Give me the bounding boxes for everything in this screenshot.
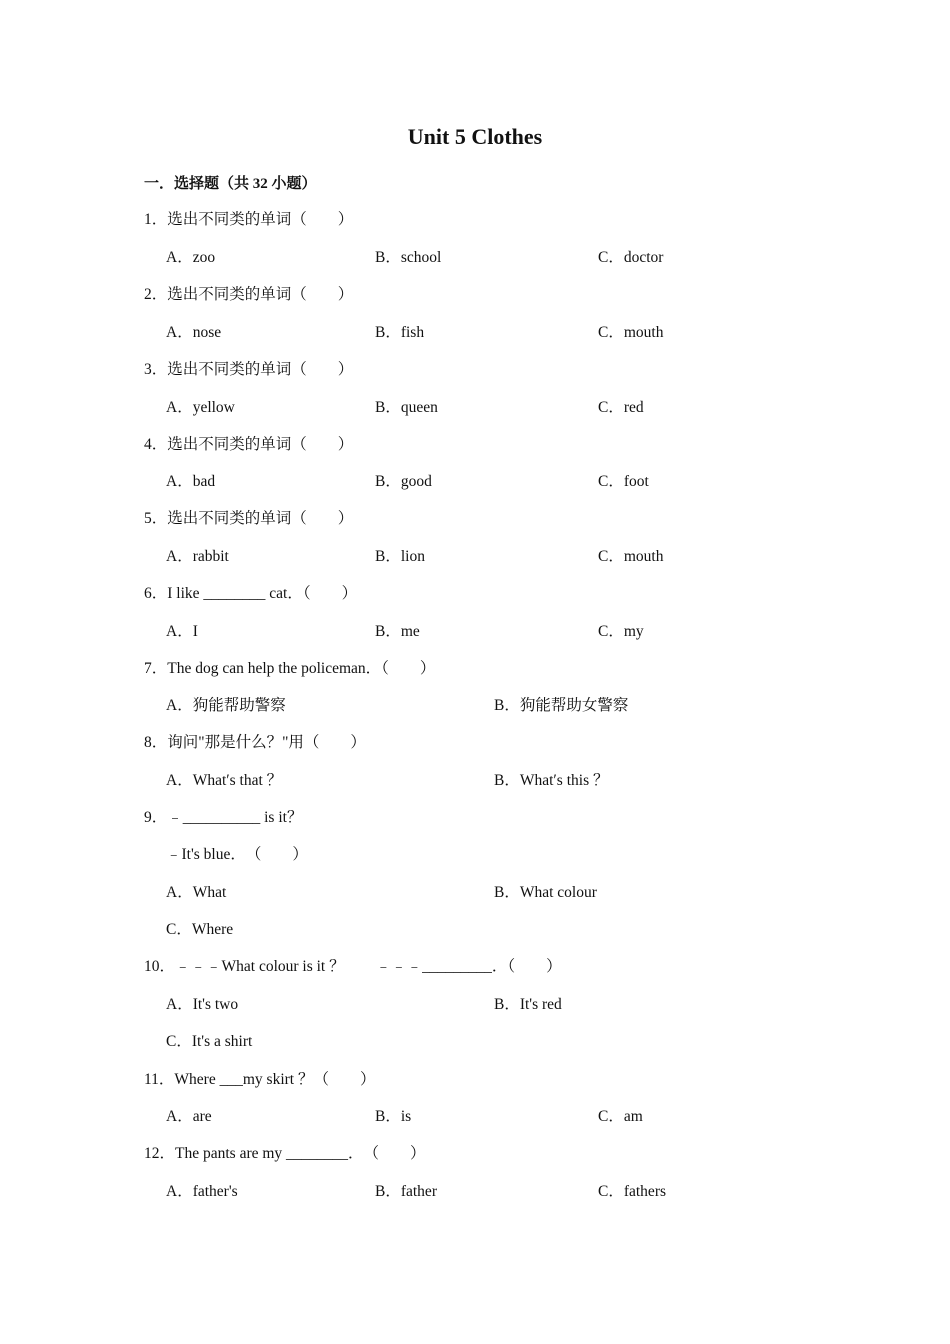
option-c: C．doctor [598,249,664,266]
question-stem: 1．选出不同类的单词（ ） [144,211,354,228]
question-stem: 9．﹣__________ is it？ [144,809,303,826]
question-stem: 8．询问"那是什么？"用（ ） [144,734,366,751]
option-b: B．What′s this ？ [494,772,609,789]
option-b: B．good [375,473,432,490]
option-b: B．lion [375,548,425,565]
question-stem-continuation: ﹣It's blue． （ ） [166,846,308,863]
option-c: C．fathers [598,1183,667,1200]
option-b: B．What colour [494,884,597,901]
question-stem: 7．The dog can help the policeman．（ ） [144,660,436,677]
option-b: B．fish [375,324,425,341]
option-a: A．I [166,623,198,640]
question-stem: 4．选出不同类的单词（ ） [144,436,354,453]
question-stem: 6．I like ________ cat．（ ） [144,585,358,602]
option-a: A．It's two [166,996,239,1013]
question-stem: 12．The pants are my ________． （ ） [144,1145,426,1162]
option-c: C．mouth [598,324,664,341]
option-a: A．What [166,884,227,901]
option-b: B．queen [375,399,438,416]
option-c: C．my [598,623,644,640]
option-c: C．Where [166,921,234,938]
option-c: C．red [598,399,644,416]
option-c: C．foot [598,473,649,490]
question-stem: 11．Where ___my skirt ？（ ） [144,1071,376,1088]
option-a: A．zoo [166,249,216,266]
option-c: C．mouth [598,548,664,565]
option-b: B．is [375,1108,412,1125]
option-b: B．father [375,1183,437,1200]
option-a: A．yellow [166,399,235,416]
question-stem: 2．选出不同类的单词（ ） [144,286,354,303]
question-stem: 10．﹣﹣﹣What colour is it ？ ﹣﹣﹣_________．（ ） [144,958,562,975]
option-a: A．What′s that ？ [166,772,283,789]
option-b: B．school [375,249,442,266]
section-heading: 一．选择题（共 32 小题） [144,176,317,192]
option-a: A．rabbit [166,548,229,565]
option-c: C．It's a shirt [166,1033,253,1050]
option-b: B．狗能帮助女警察 [494,697,629,714]
question-stem: 5．选出不同类的单词（ ） [144,510,354,527]
option-b: B．me [375,623,420,640]
option-c: C．am [598,1108,643,1125]
page-title: Unit 5 Clothes [407,124,543,149]
question-stem: 3．选出不同类的单词（ ） [144,361,354,378]
option-a: A．father's [166,1183,238,1200]
option-a: A．are [166,1108,212,1125]
option-a: A．nose [166,324,222,341]
option-a: A．狗能帮助警察 [166,697,286,714]
option-b: B．It's red [494,996,562,1013]
option-a: A．bad [166,473,216,490]
